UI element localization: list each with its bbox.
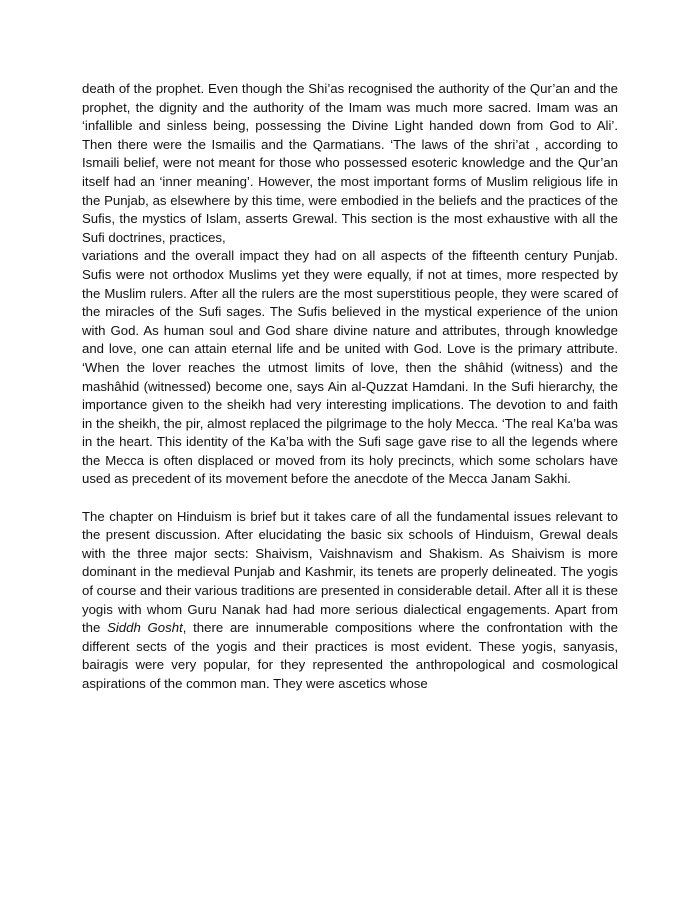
paragraph-shia-sufi: death of the prophet. Even though the Shi’as recognised the authority of the Qur’an and the prophet, the dignity and the authority of the Imam was much more sacred. Imam was an ‘infallible and sinless being, possessing the Divine Light handed down from God to Ali’. Then there were the Ismailis and the Qarmatians. ‘The laws of the shri’at , according to Ismaili belief, were not meant for those who possessed esoteric knowledge and the Qur’an itself had an ‘inner meaning’. However, the most important forms of Muslim religious life in the Punjab, as elsewhere by this time, were embodied in the beliefs and the practices of the Sufis, the mystics of Islam, asserts Grewal. This section is the most exhaustive with all the Sufi doctrines, practices, [82,81,618,245]
paragraph-spacer [82,489,618,508]
paragraph-sufi-doctrines: variations and the overall impact they had on all aspects of the fifteenth century Punjab. Sufis were not orthodox Muslims yet they were equally, if not at times, more respected by the Muslim rulers. After all the rulers are the most superstitious people, they were scared of the miracles of the Sufi sages. The Sufis believed in the mystical experience of the union with God. As human soul and God share divine nature and attributes, through knowledge and love, one can attain eternal life and be united with God. Love is the primary attribute. ‘When the lover reaches the utmost limits of love, then the shâhid (witness) and the mashâhid (witnessed) become one, says Ain al-Quzzat Hamdani. In the Sufi hierarchy, the importance given to the sheikh had very interesting implications. The devotion to and faith in the sheikh, the pir, almost replaced the pilgrimage to the holy Mecca. ‘The real Ka’ba was in the heart. This identity of the Ka’ba with the Sufi sage gave rise to all the legends where the Mecca is often displaced or moved from its holy precincts, which some scholars have used as precedent of its movement before the anecdote of the Mecca Janam Sakhi. [82,248,618,487]
paragraph-hinduism [82,508,618,694]
paragraph-hinduism-text-end: , there are innumerable compositions where the confrontation with the different sects of the yogis and their practices is most evident. These yogis, sanyasis, bairagis were very popular, for they represented the anthropological and cosmological aspirations of the common man. They were ascetics whose [82,620,619,691]
paragraph-hinduism-text-start: The chapter on Hinduism is brief but it takes care of all the fundamental issues relevant to the present discussion. After elucidating the basic six schools of Hinduism, Grewal deals with the three major sects: Shaivism, Vaishnavism and Shakism. As Shaivism is more dominant in the medieval Punjab and Kashmir, its tenets are properly delineated. The yogis of course and their various traditions are presented in considerable detail. After all it is these yogis with whom Guru Nanak had had more serious dialectical engagements. Apart from the [82,508,618,636]
siddh-gosht-title: Siddh Gosht [107,620,183,636]
document-page [82,80,618,694]
